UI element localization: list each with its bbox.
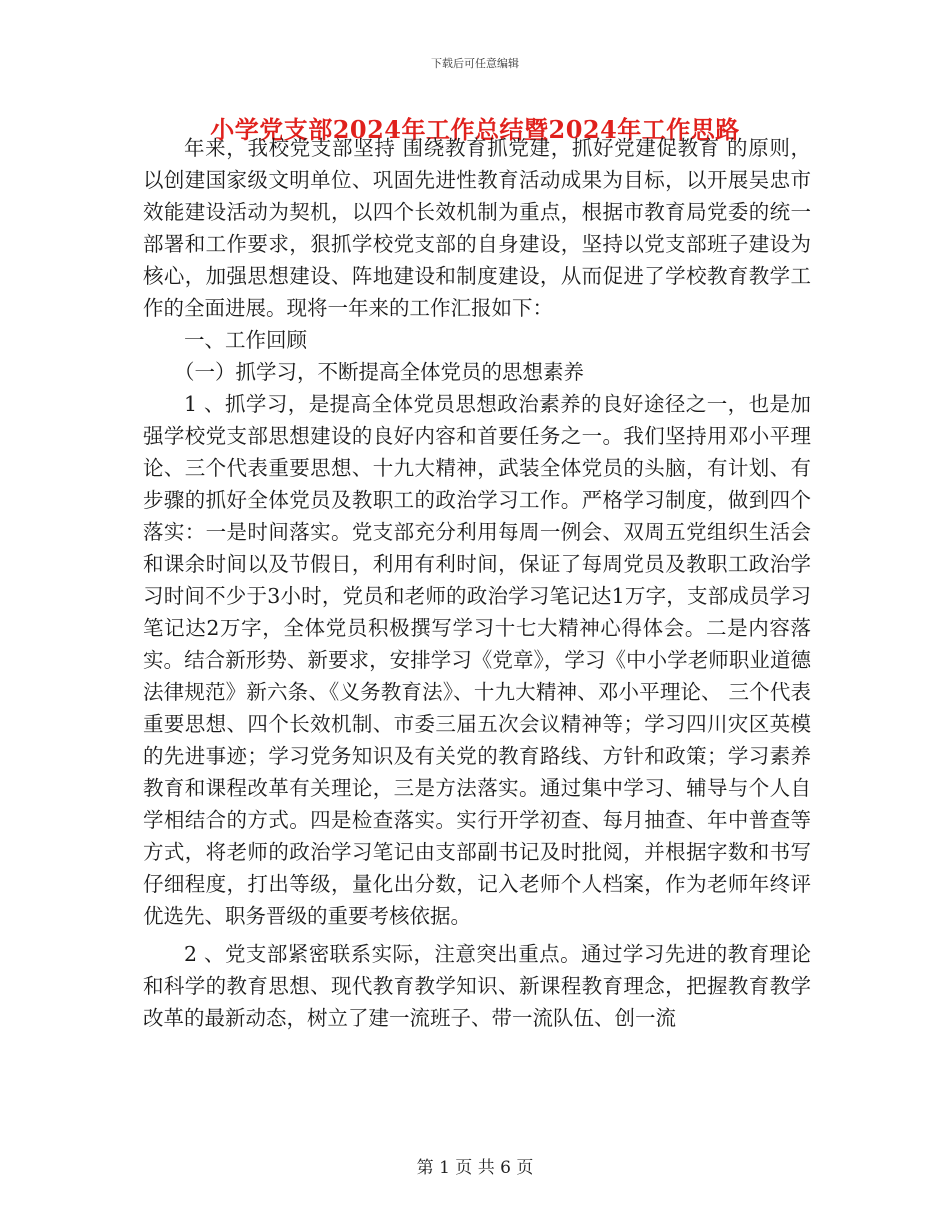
page-footer: 第 1 页 共 6 页 <box>416 1158 534 1178</box>
intro-paragraph: 年来，我校党支部坚持 围绕教育抓党建，抓好党建促教育 的原则，以创建国家级文明单位、巩固先进性教育活动成果为目标，以开展吴忠市效能建设活动为契机，以四个长效机制为重点，根据市教育局党委的统一部署和工作要求，狠抓学校党支部的自身建设，坚持以党支部班子建设为核心，加强思想建设、阵地建设和制度建设，从而促进了学校教育教学工作的全面进展。现将一年来的工作汇报如下： <box>143 136 811 320</box>
document-body <box>143 132 811 1034</box>
body-paragraph-2: 2 、党支部紧密联系实际，注意突出重点。通过学习先进的教育理论和科学的教育思想、现代教育教学知识、新课程教育理念，把握教育教学改革的最新动态，树立了建一流班子、带一流队伍、创一流 <box>143 942 811 1030</box>
body-paragraph-1: 1 、抓学习，是提高全体党员思想政治素养的良好途径之一，也是加强学校党支部思想建设的良好内容和首要任务之一。我们坚持用邓小平理论、三个代表重要思想、十九大精神，武装全体党员的头脑，有计划、有步骤的抓好全体党员及教职工的政治学习工作。严格学习制度，做到四个落实：一是时间落实。党支部充分利用每周一例会、双周五党组织生活会和课余时间以及节假日，利用有利时间，保证了每周党员及教职工政治学习时间不少于3小时，党员和老师的政治学习笔记达1万字，支部成员学习笔记达2万字，全体党员积极撰写学习十七大精神心得体会。二是内容落实。结合新形势、新要求，安排学习《党章》，学习《中小学老师职业道德法律规范》新六条、《义务教育法》、十九大精神、邓小平理论、 三个代表 重要思想、四个长效机制、市委三届五次会议精神等；学习四川灾区英模的先进事迹；学习党务知识及有关党的教育路线、方针和政策；学习素养教育和课程改革有关理论，三是方法落实。通过集中学习、辅导与个人自学相结合的方式。四是检查落实。实行开学初查、每月抽查、年中普查等方式，将老师的政治学习笔记由支部副书记及时批阅，并根据字数和书写仔细程度，打出等级，量化出分数，记入老师个人档案，作为老师年终评优选先、职务晋级的重要考核依据。 <box>143 392 811 928</box>
header-note: 下载后可任意编辑 <box>431 57 519 70</box>
document-title: 小学党支部2024年工作总结暨2024年工作思路 <box>210 115 740 144</box>
section-heading: 一、工作回顾 <box>184 328 307 352</box>
subsection-heading: （一）抓学习，不断提高全体党员的思想素养 <box>174 360 584 384</box>
